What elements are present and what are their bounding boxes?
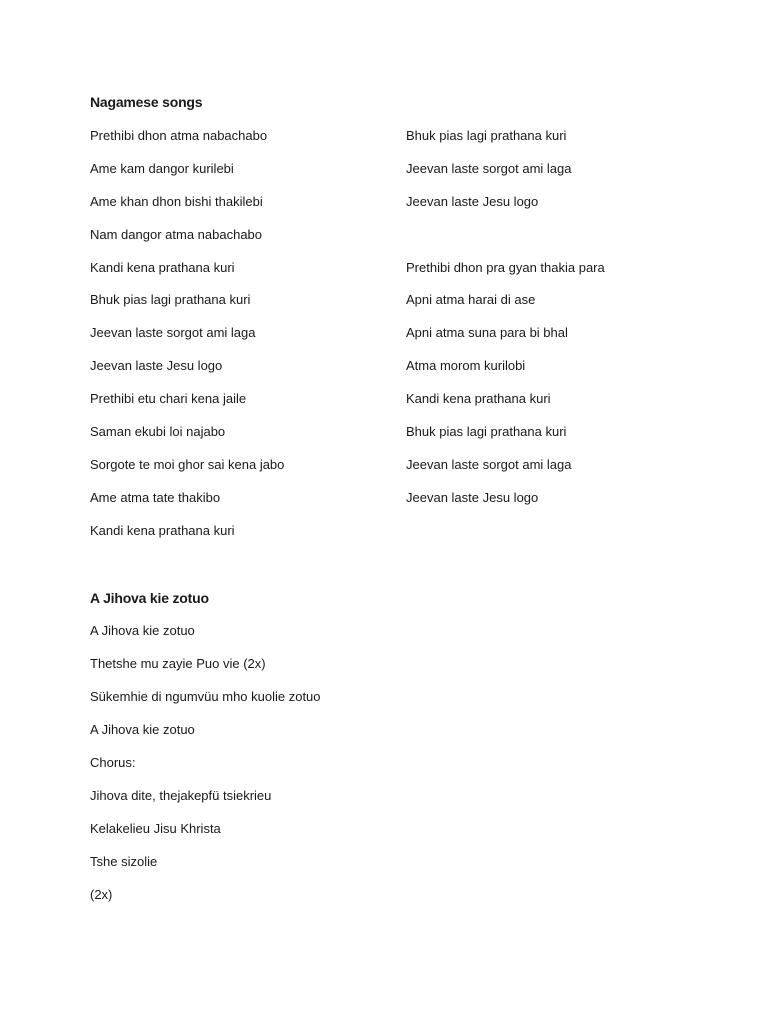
song-line: Kandi kena prathana kuri xyxy=(406,391,551,406)
song-line: Kelakelieu Jisu Khrista xyxy=(90,821,221,836)
song-line: Prethibi etu chari kena jaile xyxy=(90,391,247,406)
song-line: Sükemhie di ngumvüu mho kuolie zotuo xyxy=(90,689,321,704)
song-line: Jeevan laste Jesu logo xyxy=(406,490,539,505)
repeat-marker: (2x) xyxy=(90,887,113,902)
song-line: Bhuk pias lagi prathana kuri xyxy=(406,424,567,439)
song-line: Jeevan laste sorgot ami laga xyxy=(90,325,256,340)
song-line: Ame atma tate thakibo xyxy=(90,490,221,505)
chorus-label: Chorus: xyxy=(90,755,136,770)
song-line: Bhuk pias lagi prathana kuri xyxy=(406,128,567,143)
song-line: Sorgote te moi ghor sai kena jabo xyxy=(90,457,285,472)
section-title-nagamese-songs: Nagamese songs xyxy=(90,94,203,110)
song-line: Jeevan laste Jesu logo xyxy=(406,194,539,209)
section-title-a-jihova-kie-zotuo: A Jihova kie zotuo xyxy=(90,590,209,606)
song-line: Kandi kena prathana kuri xyxy=(90,523,235,538)
song-line: Jeevan laste sorgot ami laga xyxy=(406,161,572,176)
song-line: Atma morom kurilobi xyxy=(406,358,526,373)
song-line: Jeevan laste Jesu logo xyxy=(90,358,223,373)
song-line: Thetshe mu zayie Puo vie (2x) xyxy=(90,656,266,671)
song-line: Ame khan dhon bishi thakilebi xyxy=(90,194,263,209)
song-line: A Jihova kie zotuo xyxy=(90,722,195,737)
song-line: Bhuk pias lagi prathana kuri xyxy=(90,292,251,307)
song-line: Ame kam dangor kurilebi xyxy=(90,161,234,176)
song-line: Prethibi dhon atma nabachabo xyxy=(90,128,268,143)
song-line: Prethibi dhon pra gyan thakia para xyxy=(406,260,605,275)
song-line: Kandi kena prathana kuri xyxy=(90,260,235,275)
song-line: Apni atma suna para bi bhal xyxy=(406,325,568,340)
song-line: Tshe sizolie xyxy=(90,854,158,869)
song-line: Nam dangor atma nabachabo xyxy=(90,227,263,242)
song-line: Jihova dite, thejakepfü tsiekrieu xyxy=(90,788,272,803)
song-line: Apni atma harai di ase xyxy=(406,292,536,307)
song-line: A Jihova kie zotuo xyxy=(90,623,195,638)
song-line: Saman ekubi loi najabo xyxy=(90,424,226,439)
song-line: Jeevan laste sorgot ami laga xyxy=(406,457,572,472)
